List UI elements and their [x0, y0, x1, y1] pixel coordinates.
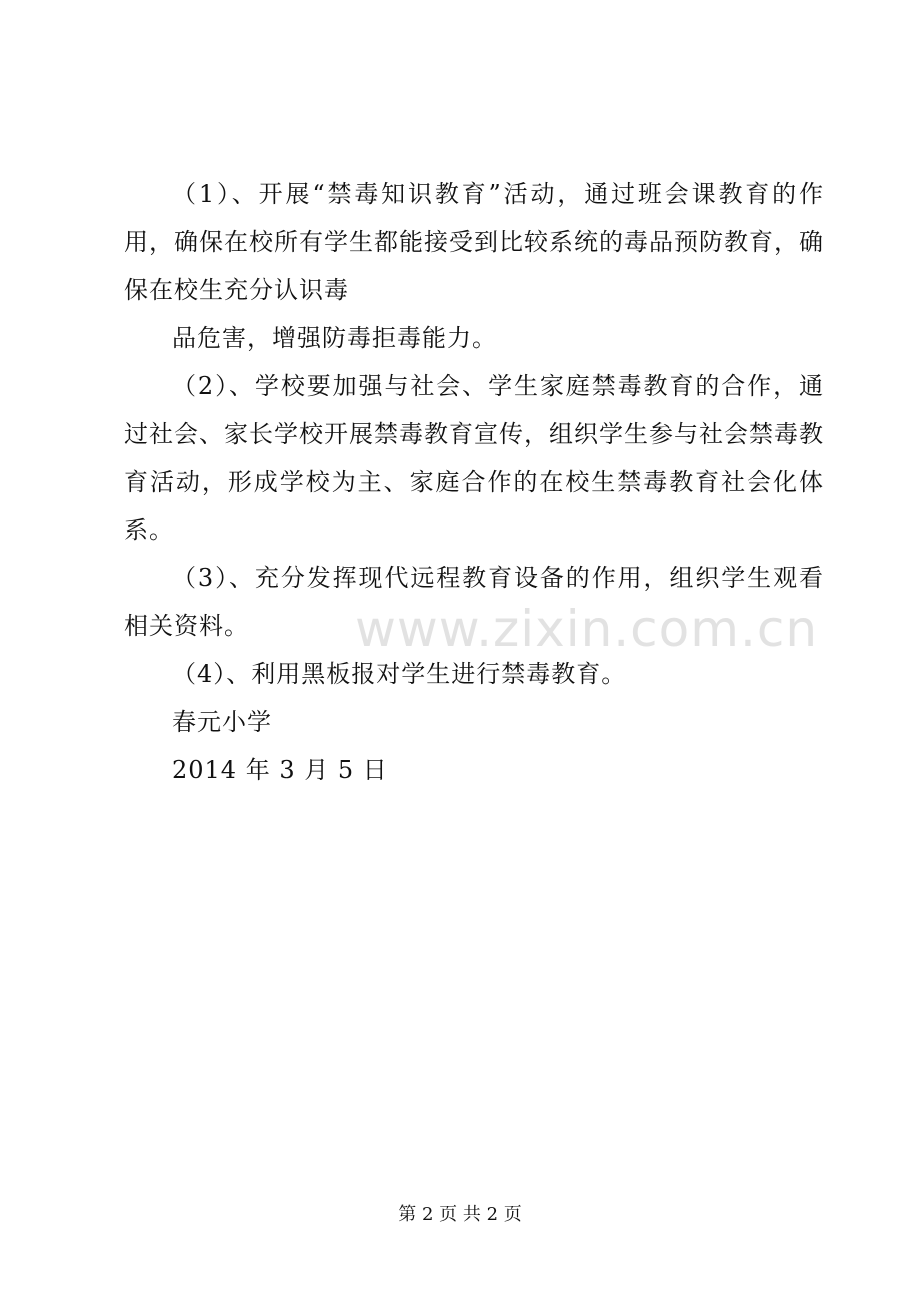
paragraph-4: （3）、充分发挥现代远程教育设备的作用，组织学生观看相关资料。 [124, 564, 824, 640]
signature-school: 春元小学 [172, 708, 272, 736]
paragraph-1: （1）、开展“禁毒知识教育”活动，通过班会课教育的作用，确保在校所有学生都能接受到比较系统的毒品预防教育，确保在校生充分认识毒 [124, 180, 824, 304]
signature-date: 2014 年 3 月 5 日 [172, 756, 388, 784]
paragraph-3: （2）、学校要加强与社会、学生家庭禁毒教育的合作，通过社会、家长学校开展禁毒教育宣传，组织学生参与社会禁毒教育活动，形成学校为主、家庭合作的在校生禁毒教育社会化体系。 [124, 372, 824, 544]
watermark: www.zixin.com.cn [355, 600, 819, 658]
page-footer: 第 2 页 共 2 页 [398, 1204, 522, 1225]
document-body [124, 170, 824, 794]
paragraph-2: 品危害，增强防毒拒毒能力。 [172, 324, 497, 352]
paragraph-5: （4）、利用黑板报对学生进行禁毒教育。 [172, 660, 627, 688]
